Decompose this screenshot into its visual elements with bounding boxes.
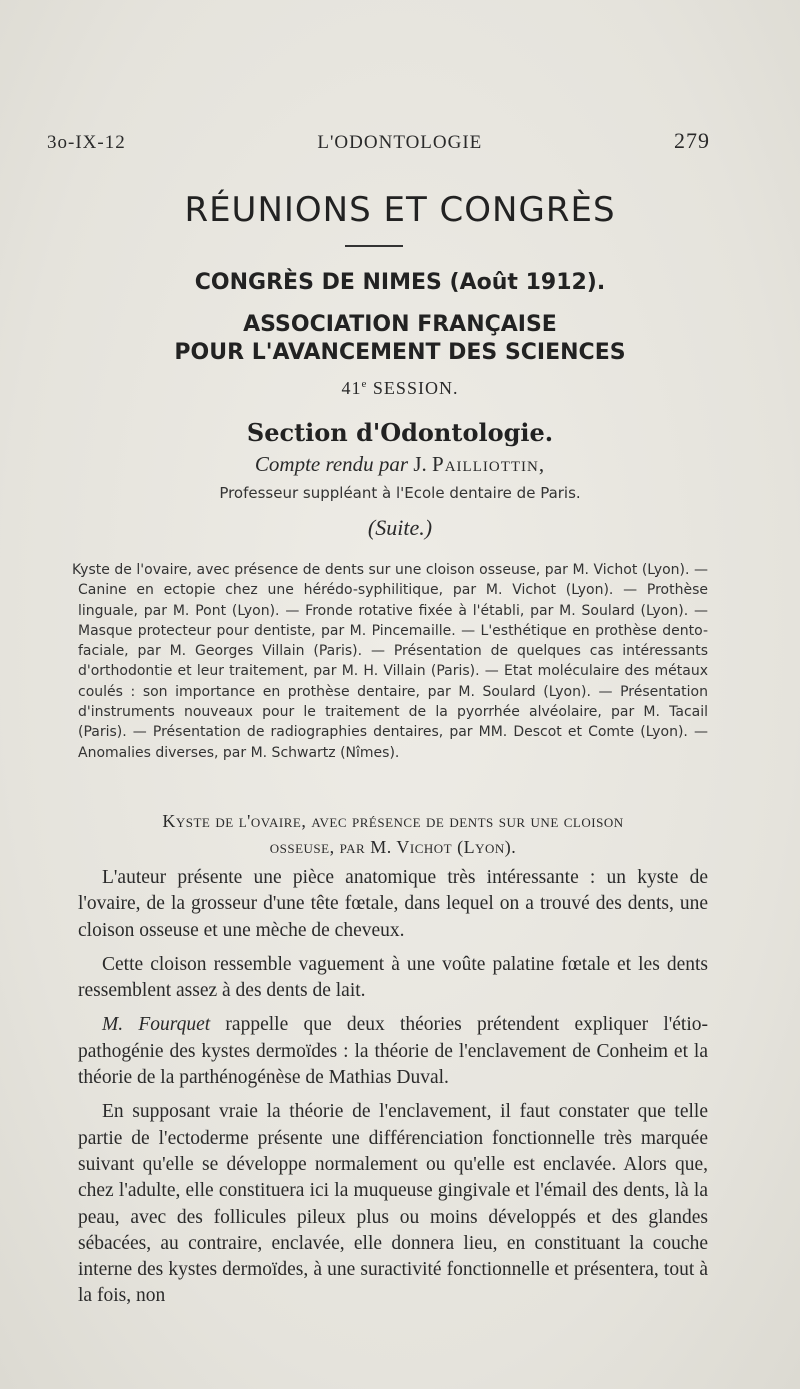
paragraph-2: Cette cloison ressemble vaguement à une voûte palatine fœtale et les dents ressemblent assez à des dents de lait. (78, 953, 708, 1002)
session-number: 41 (341, 378, 362, 398)
session-label: SESSION. (372, 378, 459, 398)
paragraph-3-text: rappelle que deux théories prétendent expliquer l'étio-pathogénie des kystes dermoïdes : la théorie de l'enclavement de Conheim et la théorie de la parthénogénèse de Mathias Duval. (78, 1014, 708, 1089)
session-summary (72, 560, 708, 763)
running-header (47, 128, 710, 154)
paragraph-3 (78, 1012, 708, 1091)
section-heading: Section d'Odontologie. (246, 418, 554, 447)
congress-heading: CONGRÈS DE NIMES (Août 1912). (194, 270, 606, 295)
article-heading-line2: osseuse, par M. Vichot (Lyon). (269, 837, 517, 857)
association-heading-2: POUR L'AVANCEMENT DES SCIENCES (174, 340, 626, 365)
report-initial: J. (413, 452, 427, 476)
summary-text: Kyste de l'ovaire, avec présence de dents sur une cloison osseuse, par M. Vichot (Lyon). — Canine en ectopie chez une hérédo-syphilitique, par M. Vichot (Lyon). — Prothèse linguale, par M. Pont (Lyon). — Fronde rotative fixée à l'établi, par M. Soulard (Lyon). — Masque protecteur pour dentiste, par M. Pincemaille. — L'esthétique en prothèse dento-faciale, par M. Georges Villain (Paris). — Présentation de quelques cas intéressants d'orthodontie et leur traitement, par M. H. Villain (Paris). — Etat moléculaire des métaux coulés : son importance en prothèse dentaire, par M. Soulard (Lyon). — Présentation d'instruments nouveaux pour le traitement de la pyorrhée alvéolaire, par M. Tacail (Paris). — Présentation de radiographies dentaires, par MM. Descot et Comte (Lyon). — Anomalies diverses, par M. Schwartz (Nîmes). (72, 562, 708, 761)
author-title: Professeur suppléant à l'Ecole dentaire de Paris. (219, 484, 581, 502)
report-author: Pailliottin, (432, 452, 546, 476)
paragraph-4: En supposant vraie la théorie de l'enclavement, il faut constater que telle partie de l'ectoderme présente une différenciation fonctionnelle très marquée suivant qu'elle se développe normalement ou qu'elle est enclavée. Alors que, chez l'adulte, elle constituera ici la muqueuse gingivale et l'émail des dents, là la peau, avec des follicules pileux plus ou moins développés et des glandes sébacées, au contraire, enclavée, elle donnera lieu, en constituant la couche interne des kystes dermoïdes, à une suractivité fonctionnelle et présentera, tout à la fois, non (78, 1101, 708, 1307)
report-byline (0, 452, 800, 477)
report-prefix: Compte rendu par (254, 452, 409, 476)
association-heading-1: ASSOCIATION FRANÇAISE (243, 312, 557, 337)
paragraph-1: L'auteur présente une pièce anatomique très intéressante : un kyste de l'ovaire, de la grosseur d'une tête fœtale, dans lequel on a trouvé des dents, une cloison osseuse et une mèche de cheveux. (78, 867, 708, 941)
page-title: RÉUNIONS ET CONGRÈS (184, 190, 616, 230)
article-body (78, 865, 708, 1310)
continued-note: (Suite.) (367, 515, 433, 540)
header-journal: L'ODONTOLOGIE (317, 132, 483, 153)
title-rule (345, 245, 403, 247)
page-number: 279 (674, 128, 710, 153)
article-heading-line1: Kyste de l'ovaire, avec présence de dents sur une cloison (162, 811, 624, 831)
header-date: 3o-IX-12 (47, 132, 126, 153)
article-heading (78, 808, 708, 860)
session-sup: e (361, 378, 368, 390)
session-line (0, 378, 800, 399)
speaker-name: M. Fourquet (102, 1014, 211, 1036)
